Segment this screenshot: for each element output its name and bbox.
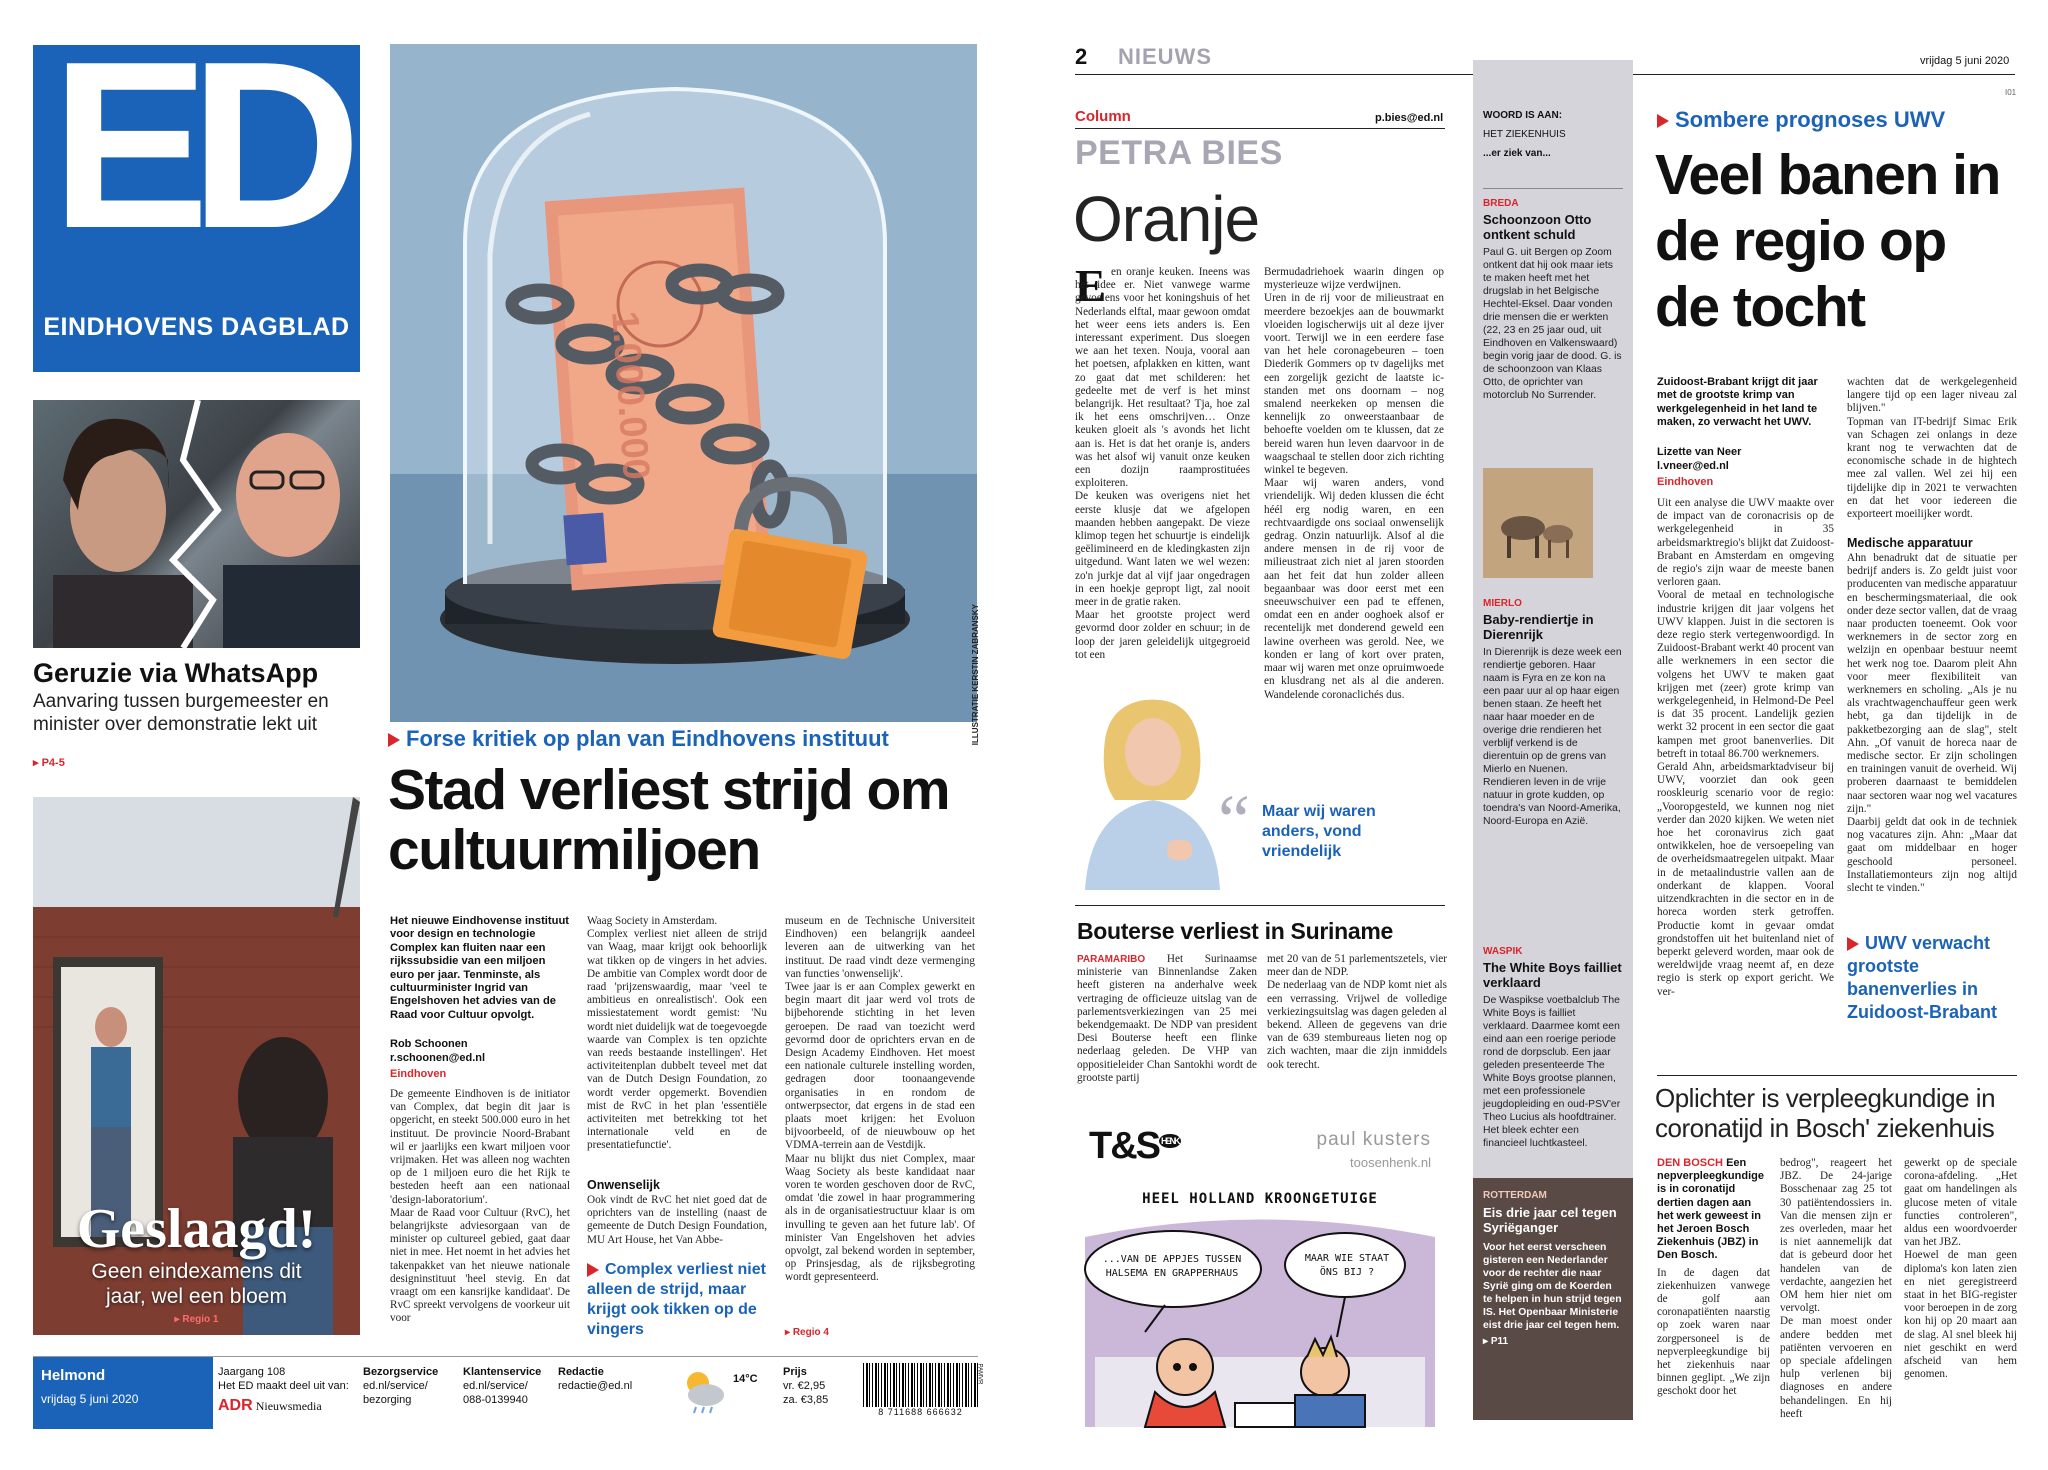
uwv-pullquote-arrow-icon [1847, 937, 1859, 951]
footer-redactie-label: Redactie [558, 1366, 604, 1378]
mierlo-place: MIERLO [1483, 598, 1522, 609]
column-email[interactable]: p.bies@ed.nl [1375, 112, 1444, 124]
lead-ref[interactable]: ▸ Regio 4 [785, 1327, 829, 1338]
comic-logo [1089, 1125, 1181, 1168]
uwv-place: Eindhoven [1657, 476, 1714, 488]
bell-jar-banknote-image [390, 44, 977, 722]
uwv-kicker-text: Sombere prognoses UWV [1675, 107, 1946, 132]
page2-date: vrijdag 5 juni 2020 [1920, 55, 2010, 67]
illustration-credit: ILLUSTRATIE KERSTIN ZABRANSKY [971, 604, 980, 746]
lead-kicker-text: Forse kritiek op plan van Eindhovens instituut [406, 726, 889, 751]
uwv-email[interactable]: l.vneer@ed.nl [1657, 460, 1729, 472]
uwv-headline[interactable]: Veel banen in de regio op de tocht [1655, 143, 2000, 339]
lead-headline[interactable]: Stad verliest strijd om cultuurmiljoen [388, 758, 950, 882]
bouterse-col1-text: Het Surinaamse ministerie van Binnenlandse Zaken heeft gisteren na anderhalve week vertraging de officieuze uitslag van de parlementsverkiezingen van 25 mei bekendgemaakt. De NDP van president Desi Bouterse heeft een flinke nederlaag geleden. De VHP van oppositieleider Chan Santokhi wordt de grootste partij [1077, 953, 1257, 1084]
rotterdam-box [1473, 1178, 1633, 1420]
footer-bezorg-label: Bezorgservice [363, 1366, 439, 1378]
rotterdam-ref[interactable]: ▸ P11 [1483, 1336, 1509, 1347]
lead-col2: Waag Society in Amsterdam. Complex verliest niet alleen de strijd van Waag, maar krijgt ook behoorlijk wat tikken op de vingers in het advies. De ambitie van Complex wordt door de raad 'prijzenswaardig, maar 'veel te ambitieus en onrealistisch'. Ook een missiestatement wordt gemist: 'Nu wordt niet duidelijk wat de toegevoegde waarde van Complex is ten opzichte van reeds bestaande instellingen'. Het activiteitenplan dubbelt teveel met dat van de Dutch Design Foundation, zo wordt verder opgemerkt. Bovendien mist de RvC in het plan 'essentiële activiteiten met betrekking tot het internationale veld en de presentatiefunctie'. [587, 915, 767, 1152]
page2-section: NIEUWS [1118, 44, 1212, 69]
comic-url[interactable]: toosenhenk.nl [1350, 1155, 1431, 1170]
lead-subhead: Onwenselijk [587, 1178, 660, 1192]
column-quote: Maar wij waren anders, vond vriendelijk [1262, 803, 1376, 860]
barcode-number: 8 711688 666632 [878, 1407, 963, 1417]
teaser1-ref-text: P4-5 [41, 757, 65, 769]
footer-klant-phone: 088-0139940 [463, 1394, 528, 1406]
uwv-col2b: Ahn benadrukt dat de situatie per bedrijf anders is. Zo geldt juist voor producenten van medische apparatuur en beschermingsmateriaal, die ook onder deze sector vallen, dat de vraag naar producten toeneemt. Ook voor werknemers in de sector zorg en welzijn en openbaar bestuur neemt het werk nog toe. Daarom pleit Ahn voor meer flexibiliteit van werknemers en scholing. „Als je nu als vrachtwagenchauffeur geen werk hebt, ga dan tijdelijk in de pakketbezorging aan de slag", stelt Ahn. „Of vanuit de horeca naar de medische sector. Er zijn scholingen en trainingen vanuit de overheid. Wij proberen daarnaast te bemiddelen naar sectoren waar nog wel vacatures zijn." Daarbij geldt dat ook in de techniek nog vacatures zijn. Ahn: „Maar dat gaat om middelbaar en hoger geschoold personeel. Installatiemonteurs zijn nog altijd slecht te vinden." [1847, 552, 2017, 895]
comic-strip[interactable] [1075, 1115, 1445, 1420]
footer-bezorg[interactable] [363, 1365, 438, 1407]
page2-code: I01 [2005, 88, 2017, 97]
bouterse-col2: met 20 van de 51 parlementszetels, vier meer dan de NDP. De nederlaag van de NDP komt niet als een verrassing. Vrijwel de volledige verkiezingsuitslag was dagen geleden al bekend. Alleen de gegevens van drie van de 639 stembureaus lieten nog op zich wachten, maar die zijn inmiddels ook terecht. [1267, 953, 1447, 1071]
pullquote-arrow-icon [587, 1263, 599, 1277]
uwv-bottom-rule [1657, 1075, 2017, 1076]
lead-intro: Het nieuwe Eindhovense instituut voor design en technologie Complex kan fluiten naar een rijkssubsidie van een miljoen euro per jaar. Tenminste, als cultuurminister Ingrid van Engelshoven het advies van de Raad voor Cultuur opvolgt. [390, 915, 570, 1021]
uwv-col2: wachten dat de werkgelegenheid langere tijd op een lager niveau zal blijven." Topman van IT-bedrijf Simac Erik van Schagen zei onlangs in deze krant nog te verwachten dat de economische schade in de hightech mee zal vallen. Wel zei hij een tijdelijke dip in 2021 te verwachten en dat het voor iedereen die exporteert moeilijker wordt. [1847, 376, 2017, 521]
footer-klant-label: Klantenservice [463, 1366, 542, 1378]
oplichter-col3: gewerkt op de speciale corona-afdeling. „Het gaat om handelingen als glucose meten of vitale functies controleren", aldus een woordvoerder van het JBZ. Hoewel de man geen diploma's kon laten zien en niet geregistreerd staat in het BIG-register voor beroepen in de zorg kon hij op 20 maart aan de slag. Al snel bleek hij niet geschikt en werd afscheid van hem genomen. [1904, 1157, 2017, 1381]
teaser1-title[interactable]: Geruzie via WhatsApp [33, 658, 319, 688]
bouterse-col1 [1077, 953, 1257, 1093]
oplichter-intro-text: Een nepverpleegkundige is in coronatijd dertien dagen aan het werk geweest in het Jeroen Bosch Ziekenhuis (JBZ) in Den Bosch. [1657, 1157, 1764, 1262]
teaser1-ref[interactable]: ▸ P4-5 [33, 757, 65, 769]
comic-bubble1: ...VAN DE APPJES TUSSEN HALSEMA EN GRAPPERHAUS [1102, 1254, 1242, 1279]
comic-artist: paul kusters [1316, 1129, 1431, 1150]
columnist-image [1075, 690, 1225, 890]
teaser2-ref-text: Regio 1 [182, 1314, 219, 1325]
oplichter-col1 [1657, 1157, 1770, 1420]
teaser1-subtitle: Aanvaring tussen burgemeester en minister over demonstratie lekt uit [33, 691, 329, 735]
footer-prijs-vr: vr. €2,95 [783, 1380, 826, 1392]
quote-mark-icon: “ [1218, 780, 1250, 860]
reindeer-photo[interactable] [1483, 468, 1593, 578]
column-dropcap: E [1075, 260, 1106, 311]
reindeer-image [1483, 468, 1593, 578]
breda-place: BREDA [1483, 198, 1519, 209]
footer-temp: 14°C [733, 1373, 758, 1385]
bouterse-title[interactable]: Bouterse verliest in Suriname [1077, 918, 1393, 944]
rotterdam-text: Voor het eerst verscheen gisteren een Nederlander voor de rechter die naar Syrië ging om de Koerden te helpen in hun strijd tegen IS. Het Openbaar Ministerie eist drie jaar cel tegen hem. [1483, 1242, 1622, 1331]
comic-bubble2: MAAR WIE STAAT ÖNS BIJ ? [1304, 1253, 1390, 1278]
woord-label: WOORD IS AAN: [1483, 110, 1563, 121]
kicker-arrow-icon [388, 733, 400, 747]
teaser-photo-graduation[interactable] [33, 797, 360, 1335]
uwv-intro: Zuidoost-Brabant krijgt dit jaar met de grootste krimp van werkgelegenheid in het land te maken, zo verwacht het UWV. [1657, 376, 1818, 429]
comic-panel [1075, 1207, 1445, 1427]
rotterdam-ref-text: P11 [1490, 1336, 1509, 1347]
column-author: PETRA BIES [1075, 134, 1283, 172]
column-col1: en oranje keuken. Ineens was het idee er. Niet vanwege warme gevoelens voor het koningshuis of het Nederlands elftal, maar gewoon omdat het weer eens iets anders is. Een interessant experiment. Dus sloegen we aan het texen. Nouja, vooral aan het poetsen, afplakken en kitten, want zo gaat dat met schilderen: het gedeelte met de verf is het minst belangrijk. Het resultaat? Tja, hoe zal ik het eens omschrijven… Onze keuken gloeit als 's avonds het licht aan is. Het is dat het oranje is, anders was het alsof wij vanuit onze keuken een dozijn raamprostituées exploiteren. De keuken was overigens niet het eerste klusje dat we afgelopen maanden hebben aangepakt. De vieze klimop tegen het schuurtje is eindelijk geëlimineerd en de kledingkasten zijn uitgedund. Want laten we wel wezen: zo'n jurkje dat al vijf jaar ongedragen in een hoekje gepropt ligt, zal nooit meer in de gratie raken. Maar het grootste project werd gevormd door zolder en schuur; in de loop der jaren geleidelijk uitgegroeid tot een [1075, 266, 1250, 661]
oplichter-col2: bedrog", reageert het JBZ. De 24-jarige Bosschenaar zag 25 tot 30 patiëntendossiers in. Van die mensen zijn er zes overleden, maar het is niet aannemelijk dat dat is gebeurd door het handelen van de verdachte, aangezien het OM hem hier niet om vervolgt. De man moest onder andere bedden met patiënten vervoeren en op speciale afdelingen hulp verlenen bij diagnoses en andere behandelingen. En hij heeft [1780, 1157, 1892, 1420]
masthead-logo: ED [51, 13, 342, 278]
footer-bezorg-url: ed.nl/service/ [363, 1380, 428, 1392]
comic-title: HEEL HOLLAND KROONGETUIGE [1142, 1191, 1378, 1207]
barcode-code: PAMVR [976, 1363, 983, 1385]
comic-logo-main: T&S [1089, 1125, 1159, 1167]
waspik-text: De Waspikse voetbalclub The White Boys is failliet verklaard. Daarmee komt een eind aan een roerige periode rond de dorpsclub. Een jaar geleden presenteerde The White Boys grootse plannen, met een professionele jeugdopleiding en oud-PSV'er Theo Lucius als hoofdtrainer. Het bleek echter een financieel luchtkasteel. [1483, 995, 1621, 1149]
teaser2-subtitle: Geen eindexamens dit jaar, wel een bloem [91, 1260, 302, 1308]
lead-col3: museum en de Technische Universiteit Eindhoven) een belangrijk aandeel leveren aan de uitwerking van het instituut. De raad vindt deze vermenging van functies 'onwenselijk'. Twee jaar is er aan Complex gewerkt en begin maart dit jaar werd vol trots de bijbehorende stichting in het leven geroepen. De raad van toezicht werd gevormd door de oprichters ervan en de Design Academy Eindhoven. Het moest een nationale culturele instelling worden, gedragen door toonaangevende organisaties in en rondom de ontwerpsector, dat ergens in de stad een plaats moet krijgen: het Evoluon bijvoorbeeld, of de nieuwbouw op het VDMA-terrein aan de Vestdijk. Maar nu blijkt dus niet Complex, maar Waag Society als beste kandidaat naar voren te worden geschoven door de RvC, omdat 'die zowel in haar programmering als in de organisatiestructuur klaar is om invulling te geven aan het future lab'. Of minister Van Engelshoven het advies opvolgt, zal bekend worden in september, op Prinsjesdag, als de rijksbegroting wordt gepresenteerd. [785, 915, 975, 1284]
bouterse-place: PARAMARIBO [1077, 954, 1146, 965]
adr-label: Nieuwsmedia [255, 1399, 322, 1413]
uwv-author: Lizette van Neer [1657, 446, 1742, 458]
footer-klant-url: ed.nl/service/ [463, 1380, 528, 1392]
footer-klant[interactable] [463, 1365, 541, 1407]
footer-redactie-email: redactie@ed.nl [558, 1380, 633, 1392]
lead-col1: De gemeente Eindhoven is de initiator van Complex, dat begin dit jaar is opgericht, en steekt 500.000 euro in het instituut. De provincie Noord-Brabant wil er jaarlijks een kwart miljoen voor vrijmaken. Het was alleen nog wachten op de 1 miljoen euro die het Rijk te besteden heeft aan een nationaal 'design-laboratorium'. Maar de Raad voor Cultuur (RvC), het belangrijkste adviesorgaan van de minister op cultureel gebied, gaat daar niet in mee. Het noemt in het advies het takenpakket van het nieuwe nationale designinstituut 'heel stevig. En dat vraagt om een kansrijke kandidaat'. De RvC spreekt vervolgens de voorkeur uit voor [390, 1088, 570, 1325]
lead-kicker[interactable] [388, 726, 889, 752]
footer-date: vrijdag 5 juni 2020 [41, 1392, 139, 1406]
column-title: Oranje [1073, 183, 1260, 255]
uwv-kicker-arrow-icon [1657, 114, 1669, 128]
comic-logo-small: HENK [1161, 1136, 1179, 1147]
uwv-pullquote-text: UWV verwacht grootste banenverlies in Zuidoost-Brabant [1847, 933, 1997, 1022]
footer-bezorg-sub: bezorging [363, 1394, 412, 1406]
banknote-text: 1.000.000 [603, 309, 657, 482]
columnist-photo[interactable] [1075, 690, 1225, 890]
footer-prijs-label: Prijs [783, 1366, 807, 1378]
woord-value: HET ZIEKENHUIS [1483, 129, 1566, 140]
teaser2-title[interactable]: Geslaagd! [76, 1198, 317, 1260]
rotterdam-place: ROTTERDAM [1483, 1190, 1547, 1201]
footer-prijs [783, 1365, 828, 1407]
lead-email[interactable]: r.schoonen@ed.nl [390, 1052, 486, 1064]
oplichter-col1-text: In de dagen dat ziekenhuizen vanwege de golf aan coronapatiënten naarstig op zoek waren naar zorgpersoneel is de nepverpleegkundige bij het ziekenhuis naar binnen geglipt. „We zijn geschokt door het [1657, 1266, 1770, 1398]
column-rule [1075, 128, 1445, 129]
masthead-name: EINDHOVENS DAGBLAD [43, 313, 350, 341]
breda-title[interactable]: Schoonzoon Otto ontkent schuld [1483, 212, 1592, 242]
page2-number: 2 [1075, 44, 1088, 69]
woord-block [1483, 110, 1623, 159]
news-sidebar [1473, 60, 1633, 1420]
lead-col2b: Ook vindt de RvC het niet goed dat de oprichters van de instelling (naast de gemeente de Dutch Design Foundation, MU Art House, het Van Abbe- [587, 1194, 767, 1246]
woord-rule [1483, 188, 1623, 189]
lead-author: Rob Schoonen [390, 1038, 468, 1050]
barcode [863, 1363, 983, 1423]
oplichter-headline[interactable]: Oplichter is verpleegkundige in coronatijd in Bosch' ziekenhuis [1655, 1083, 1996, 1143]
weather-icon [678, 1365, 728, 1415]
column-bottom-rule [1075, 905, 1445, 906]
footer-jaargang [218, 1365, 358, 1414]
barcode-bars [863, 1363, 978, 1407]
footer-prijs-za: za. €3,85 [783, 1394, 829, 1406]
footer-jaargang-label: Jaargang 108 [218, 1366, 286, 1378]
woord-sub: ...er ziek van... [1483, 148, 1551, 159]
lead-ref-text: Regio 4 [792, 1327, 829, 1338]
politicians-image [33, 400, 360, 648]
adr-logo-text: ADR [218, 1397, 253, 1414]
masthead [33, 13, 360, 372]
oplichter-intro [1657, 1157, 1770, 1263]
adr-logo [218, 1399, 358, 1414]
teaser-photo-politicians[interactable] [33, 400, 360, 648]
mierlo-title[interactable]: Baby-rendiertje in Dierenrijk [1483, 612, 1594, 642]
uwv-col1: Uit een analyse die UWV maakte over de impact van de coronacrisis op de werkgelegenheid in 35 arbeidsmarktregio's blijkt dat Zuidoost-Brabant en Amsterdam en omgeving de regio's zijn waar de meeste banen verloren gaan. Vooral de metaal en technologische industrie krijgen dit jaar volgens het UWV klappen. Juist in die sectoren is deze regio sterk vertegenwoordigd. In Zuidoost-Brabant werkt 40 procent van alle werknemers in een sector die volgens het UWV te maken gaat krijgen met (zeer) grote krimp van werkgelegenheid, in Helmond-De Peel is dat 35 procent. Landelijk gezien werkt 32 procent in een sector die gaat kampen met groot banenverlies. Dit betreft in totaal 86.700 werknemers. Gerald Ahn, arbeidsmarktadviseur bij UWV, voorziet dan ook geen rooskleurig scenario voor de regio: „Vooropgesteld, we kunnen nog niet verder dan 2020 kijken. We weten niet hoe het coronavirus zich gaat ontwikkelen, hoe de versoepeling van de overheidsmaatregelen uitpakt. Maar in de metaalindustrie vallen aan de onderkant de klappen. Vooral uitzendkrachten in die sector en in de horeca worden sterk getroffen. Productie komt in gevaar omdat grondstoffen uit het buitenland niet of beperkt geleverd worden, maar ook de wereldwijde vraag neemt af, en deze regio is sterk op export gericht. We ver- [1657, 497, 1834, 998]
waspik-place: WASPIK [1483, 946, 1523, 957]
uwv-kicker[interactable] [1657, 107, 1945, 133]
footer-jaargang-text: Het ED maakt deel uit van: [218, 1380, 349, 1392]
lead-place: Eindhoven [390, 1068, 447, 1080]
rotterdam-title[interactable]: Eis drie jaar cel tegen Syriëganger [1483, 1205, 1617, 1235]
footer-redactie[interactable] [558, 1365, 632, 1393]
breda-text: Paul G. uit Bergen op Zoom ontkent dat hij ook maar iets te maken heeft met het drugslab in het Belgische Hechtel-Eksel. Daar vonden drie mensen die er werkten (22, 23 en 25 jaar oud, uit Eindhoven en Valkenswaard) begin vorig jaar de dood. G. is de schoonzoon van Klaas Otto, de oprichter van motorclub No Surrender. [1483, 247, 1622, 401]
column-label: Column [1075, 108, 1131, 125]
teaser2-ref[interactable]: ▸ Regio 1 [174, 1314, 219, 1325]
lead-pullquote-text: Complex verliest niet alleen de strijd, maar krijgt ook tikken op de vingers [587, 1261, 766, 1338]
footer-edition-block [33, 1357, 213, 1429]
mierlo-text: In Dierenrijk is deze week een rendiertje geboren. Haar naam is Fyra en ze kon na een paar uur al op haar eigen benen staan. Ze heeft het naar haar moeder en de overige drie rendieren het verblijf verkend is de dierentuin op de grens van Mierlo en Nuenen. Rendieren leven in de vrije natuur in grote kudden, op toendra's van Noord-Amerika, Noord-Europa en Azië. [1483, 647, 1622, 827]
lead-pullquote [587, 1260, 767, 1340]
footer-bar [33, 1356, 983, 1428]
uwv-subhead: Medische apparatuur [1847, 536, 1973, 550]
waspik-title[interactable]: The White Boys failliet verklaard [1483, 960, 1622, 990]
oplichter-place: DEN BOSCH [1657, 1157, 1724, 1169]
uwv-pullquote [1847, 932, 2017, 1024]
column-col2: Bermudadriehoek waarin dingen op mysterieuze wijze verdwijnen. Uren in de rij voor de milieustraat en meerdere bezoekjes aan de bouwmarkt vloeiden logischerwijs uit al deze ijver voort. Terwijl we in een eerdere fase van het hele coronagebeuren – toen Diederik Gommers op tv dagelijks met een zorgelijk gezicht de laatste ic-standen met ons doornam – nog smalend neerkeken op mensen die kennelijk zo onweerstaanbaar de behoefte voelden om te klussen, dat ze bereid waren hun leven daarvoor in de waagschaal te stellen door zich richting winkel te begeven. Maar wij waren anders, vond vriendelijk. Wij deden klussen die écht héél erg nodig waren, en een rechtvaardigde ons sociaal onwenselijk gedrag. Onzin natuurlijk. Alsof al die andere mensen in de rij voor de milieustraat zich niet al jaren stoorden aan het feit dat hun zolder alleen begaanbaar was door eerst met een sneeuwschuiver een pad te effenen, omdat een en ander ooghoek alsof er recentelijk met donderend geweld een lawine overheen was gerold. Nee, we konden er lang of kort over praten, maar wij waren met onze opruimwoede en klusdrang net als al die anderen. Wandelende coronaclichés dus. [1264, 266, 1444, 701]
footer-edition: Helmond [41, 1367, 106, 1384]
